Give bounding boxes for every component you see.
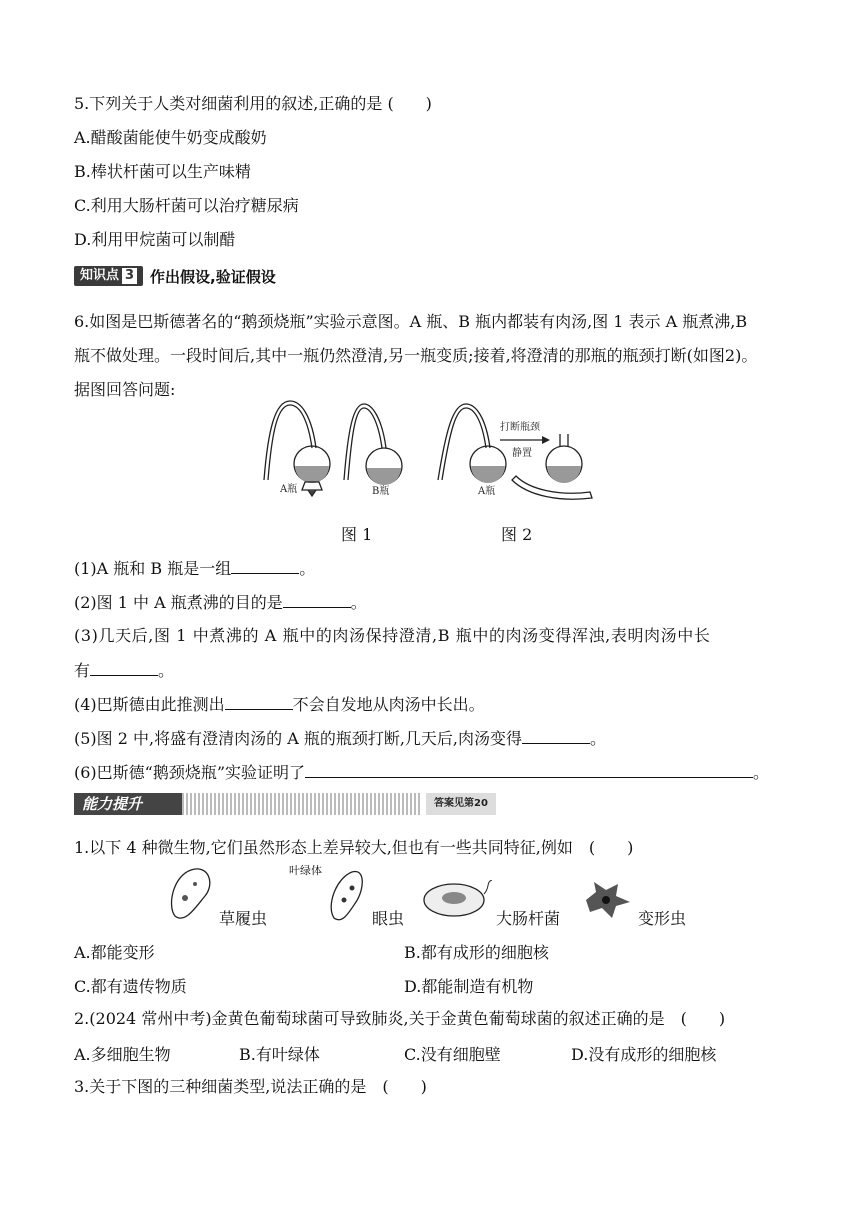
p2-option-a: A.多细胞生物 [74, 1045, 171, 1064]
section-title: 能力提升 [74, 793, 182, 815]
flask-a-figure2 [438, 404, 506, 483]
q6-sub-4: (4)巴斯德由此推测出 不会自发地从肉汤中长出。 [74, 695, 485, 714]
q5-option-c: C.利用大肠杆菌可以治疗糖尿病 [74, 196, 299, 215]
answer-reference: 答案见第20 [426, 793, 496, 815]
paramecium-image [165, 866, 217, 924]
answer-blank-5[interactable] [522, 727, 590, 744]
chloroplast-label: 叶绿体 [289, 864, 322, 877]
p2-option-d: D.没有成形的细胞核 [571, 1045, 717, 1064]
answer-blank-1[interactable] [231, 557, 299, 574]
flask-a-label-fig1: A瓶 [280, 484, 298, 495]
amoeba-image [580, 880, 634, 920]
p2-option-b: B.有叶绿体 [239, 1045, 320, 1064]
figure-1-caption: 图 1 [341, 525, 373, 544]
answer-blank-4[interactable] [225, 693, 293, 710]
p2-stem: 2.(2024 常州中考)金黄色葡萄球菌可导致肺炎,关于金黄色葡萄球菌的叙述正确的是 ( ) [74, 1009, 726, 1028]
knowledge-badge [74, 266, 143, 286]
answer-blank-6[interactable] [305, 761, 753, 778]
e-coli-image [420, 880, 492, 920]
banner-stripe [182, 793, 422, 815]
organism-amoeba: 变形虫 [638, 909, 687, 928]
q6-sub-2: (2)图 1 中 A 瓶煮沸的目的是 。 [74, 593, 367, 612]
q6-stem-line-2: 瓶不做处理。一段时间后,其中一瓶仍然澄清,另一瓶变质;接着,将澄清的那瓶的瓶颈打断(如图2)。 [74, 346, 758, 365]
arrow-head-icon [542, 436, 550, 444]
euglena-image [326, 866, 368, 924]
p1-option-a: A.都能变形 [74, 943, 155, 962]
q5-stem: 5.下列关于人类对细菌利用的叙述,正确的是 ( ) [74, 94, 432, 113]
q6-stem-line-1: 6.如图是巴斯德著名的“鹅颈烧瓶”实验示意图。A 瓶、B 瓶内都装有肉汤,图 1 表示 A 瓶煮沸,B [74, 312, 748, 331]
p3-stem: 3.关于下图的三种细菌类型,说法正确的是 ( ) [74, 1077, 427, 1096]
organism-paramecium: 草履虫 [219, 909, 268, 928]
q5-option-d: D.利用甲烷菌可以制醋 [74, 230, 236, 249]
p1-option-b: B.都有成形的细胞核 [404, 943, 549, 962]
q5-option-b: B.棒状杆菌可以生产味精 [74, 162, 251, 181]
answer-blank-2[interactable] [283, 591, 351, 608]
arrow-text-stand: 静置 [512, 448, 532, 459]
arrow-text-break-neck: 打断瓶颈 [500, 422, 540, 433]
p1-option-c: C.都有遗传物质 [74, 977, 187, 996]
flask-a-figure1 [264, 401, 330, 496]
flask-a-label-fig2: A瓶 [478, 486, 496, 497]
answer-blank-3[interactable] [90, 659, 158, 676]
p1-option-d: D.都能制造有机物 [404, 977, 534, 996]
p2-option-c: C.没有细胞壁 [404, 1045, 501, 1064]
q5-option-a: A.醋酸菌能使牛奶变成酸奶 [74, 128, 267, 147]
flask-b-figure1 [344, 404, 402, 485]
q6-sub-3: (3)几天后,图 1 中煮沸的 A 瓶中的肉汤保持澄清,B 瓶中的肉汤变得浑浊,表明肉汤中长 [74, 626, 711, 645]
q6-sub-5: (5)图 2 中,将盛有澄清肉汤的 A 瓶的瓶颈打断,几天后,肉汤变得 。 [74, 729, 607, 748]
q6-sub-3-cont: 有 。 [74, 661, 175, 680]
flask-b-label: B瓶 [372, 486, 390, 497]
q6-sub-6: (6)巴斯德“鹅颈烧瓶”实验证明了 。 [74, 763, 770, 782]
knowledge-title: 作出假设,验证假设 [150, 268, 276, 286]
section-banner [74, 793, 794, 815]
broken-neck-flask [512, 434, 592, 499]
organism-e-coli: 大肠杆菌 [496, 909, 561, 928]
knowledge-badge-label: 知识点 [80, 268, 120, 283]
swan-neck-flask-figure [260, 400, 600, 510]
p1-stem: 1.以下 4 种微生物,它们虽然形态上差异较大,但也有一些共同特征,例如 ( ) [74, 838, 634, 857]
organism-euglena: 眼虫 [372, 909, 405, 928]
figure-2-caption: 图 2 [501, 525, 533, 544]
q6-stem-line-3: 据图回答问题: [74, 380, 176, 399]
q6-sub-1: (1)A 瓶和 B 瓶是一组 。 [74, 559, 316, 578]
knowledge-badge-number: 3 [122, 268, 137, 284]
